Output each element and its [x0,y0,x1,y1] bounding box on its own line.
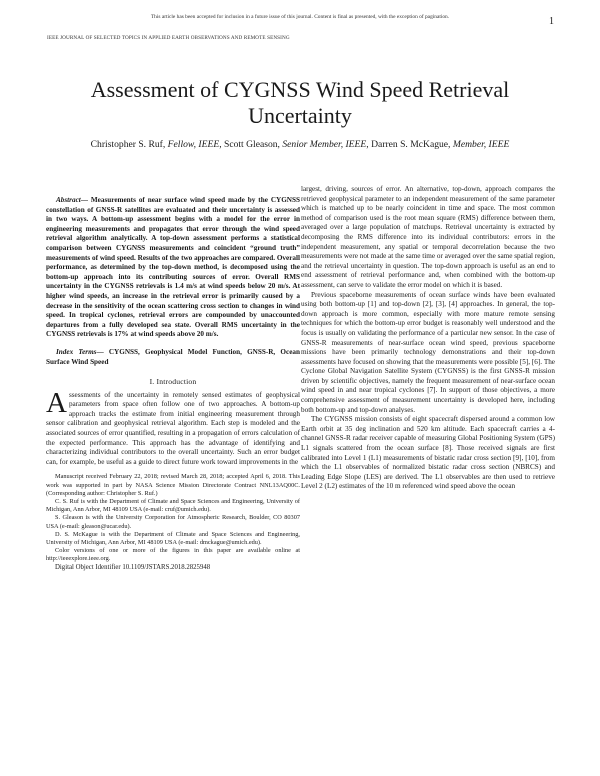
publication-notice: This article has been accepted for inclusion in a future issue of this journal. Content is final as presented, with the exception of pagination. [150,14,450,20]
footnotes [46,473,300,571]
paper-title: Assessment of CYGNSS Wind Speed Retrieval Uncertainty [90,76,510,128]
page-number: 1 [549,16,554,27]
right-column [301,185,555,492]
journal-name: IEEE JOURNAL OF SELECTED TOPICS IN APPLIED EARTH OBSERVATIONS AND REMOTE SENSING [47,35,290,41]
author-list: Christopher S. Ruf, Fellow, IEEE, Scott Gleason, Senior Member, IEEE, Darren S. McKague, Member, IEEE [90,139,510,150]
footnote-received: Manuscript received February 22, 2018; revised March 28, 2018; accepted April 6, 2018. This work was supported in part by NASA Science Mission Directorate Contract NNL13AQ00C. (Corresponding author: Christopher S. Ruf.) [46,473,300,497]
author-name: Scott Gleason, [223,139,283,150]
footnote-ruf: C. S. Ruf is with the Department of Climate and Space Sciences and Engineering, University of Michigan, Ann Arbor, MI 48109 USA (e-mail: cruf@umich.edu). [46,498,300,514]
drop-cap: A [46,386,67,419]
author-role: Senior Member, IEEE [282,139,367,150]
footnote-mckague: D. S. McKague is with the Department of Climate and Space Sciences and Engineering, University of Michigan, Ann Arbor, MI 48109 USA (e-mail: dmckague@umich.edu). [46,530,300,547]
author-name: Christopher S. Ruf, [90,139,168,150]
author-role: Member, IEEE [452,139,510,150]
intro-text: ssessments of the uncertainty in remotely sensed estimates of geophysical parameters from space often follow one of two approaches. A bottom-up approach tracks the estimate from initial engineering measurement through sensor calibration and geophysical retrieval algorithm. Each step is modeled and the associated sources of error quantified, resulting in a propagation of errors calculation of the expected performance. This approach has the advantage of identifying and characterizing individual contributors to the overall uncertainty. Such an error budget can, for example, be useful as a guide to direct future work toward improvements in the [46,390,300,466]
body-paragraph: The CYGNSS mission consists of eight spacecraft dispersed around a common low Earth orbit at 35 deg inclination and 520 km altitude. Each spacecraft carries a 4-channel GNSS-R radar receiver capable of measuring Global Positioning System (GPS) L1 signals scattered from the ocean surface [8]. Those received signals are first calibrated into Level 1 (L1) measurements of bistatic radar cross section [9], [10], from which the L1 observables of normalized bistatic radar cross section (NBRCS) and Leading Edge Slope (LES) are derived. The L1 observables are then used to retrieve Level 2 (L2) estimates of the 10 m referenced wind speed above the ocean [301,415,555,491]
body-paragraph: largest, driving, sources of error. An alternative, top-down, approach compares the retrieved geophysical parameter to an independent measurement of the same parameter which is matched up to be nearly coincident in time and space. The most common method of comparison used is the root mean square (RMS) difference between them, averaged over a large population of matchups. Retrieval uncertainty is extracted by decomposing the RMS difference into its individual contributors: errors in the independent measurement, any spatial or temporal decorrelation because the two measurements were not made at the same time or averaged over the same spatial region, and the retrieval uncertainty in question. The top-down approach is useful as an end to end assessment of retrieval performance and, when combined with the bottom-up assessment, can serve to validate the error model on which it is based. [301,185,555,289]
abstract-label: Abstract [56,196,81,204]
body-paragraph: Previous spaceborne measurements of ocean surface winds have been evaluated using both bottom-up [1] and top-down [2], [3], [4] approaches. In general, the top-down approach is more common, especially with more mature remote sensing techniques for which the bottom-up error budget is reasonably well understood and the focus is usually on validating the performance of a particular new sensor. In the case of GNSS-R measurements of near-surface ocean wind speed, previous spaceborne missions have been primarily technology demonstrations and their top-down assessments have focused on showing that the measurements were possible [5], [6]. The Cyclone Global Navigation Satellite System (CYGNSS) is the first GNSS-R mission driven by scientific objectives, namely the frequent measurement of near-surface ocean wind speed in and near tropical cyclones [7]. In support of those objectives, a more comprehensive assessment of measurement uncertainty is developed here, including both bottom-up and top-down analyses. [301,290,555,414]
author-role: Fellow, IEEE [167,139,220,150]
footnote-doi: Digital Object Identifier 10.1109/JSTARS.2018.2825948 [55,563,211,571]
abstract-text: — Measurements of near surface wind speed made by the CYGNSS constellation of GNSS-R satellites are evaluated and their uncertainty is assessed in two ways. A bottom-up assessment begins with a model for the error in engineering measurements and propagates that error through the wind speed retrieval algorithm analytically. A top-down assessment performs a statistical comparison between CYGNSS measurements and coincident “ground truth” measurements of wind speed. Results of the two approaches are compared. Overall performance, as determined by the top-down method, is decomposed using the bottom-up approach into its contributing sources of error. Overall RMS uncertainty in the CYGNSS retrievals is 1.4 m/s at wind speeds below 20 m/s. At higher wind speeds, an increase in the retrieval error is primarily caused by a decrease in the sensitivity of the ocean scattering cross section to changes in wind speed. In tropical cyclones, retrieval errors are compounded by unaccounted departures from a fully developed sea state. Overall RMS uncertainty in the CYGNSS retrievals is 17% at wind speeds above 20 m/s. [46,196,300,339]
section-heading: I. Introduction [149,377,197,387]
index-terms-text: — CYGNSS, Geophysical Model Function, GNSS-R, Ocean Surface Wind Speed [46,347,300,366]
left-column [46,196,300,572]
index-terms-label: Index Terms [56,347,97,356]
author-name: Darren S. McKague, [371,139,453,150]
footnote-gleason: S. Gleason is with the University Corporation for Atmospheric Research, Boulder, CO 80307 USA (e-mail: gleason@ucar.edu). [46,514,300,530]
footnote-color: Color versions of one or more of the figures in this paper are available online at http://ieeexplore.ieee.org. [46,547,300,563]
abstract [46,196,300,340]
intro-paragraph [46,386,300,468]
index-terms [46,348,300,367]
